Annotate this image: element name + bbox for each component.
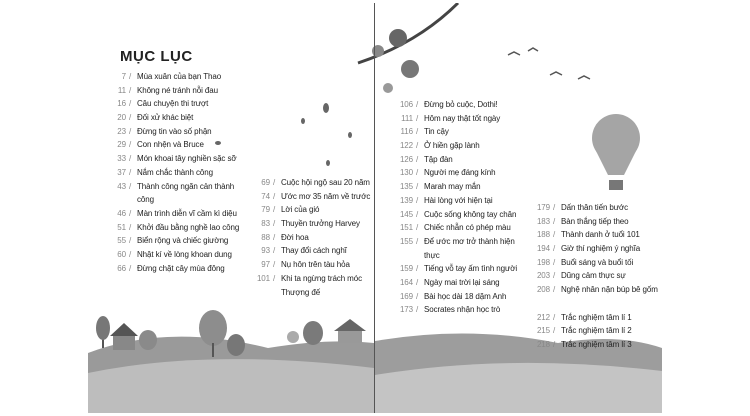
book-spread <box>88 3 662 413</box>
separator: / <box>129 263 132 273</box>
chapter-title: Marah may mắn <box>424 182 481 192</box>
separator: / <box>273 246 276 256</box>
separator: / <box>129 167 132 177</box>
book-spine <box>374 3 375 413</box>
page-number: 83 <box>261 219 270 229</box>
page-number: 159 <box>399 264 413 274</box>
separator: / <box>129 85 132 95</box>
separator: / <box>416 305 419 315</box>
separator: / <box>553 216 556 226</box>
page-number: 23 <box>117 126 126 136</box>
separator: / <box>273 260 276 270</box>
page-number: 46 <box>117 208 126 218</box>
chapter-title: Đừng tin vào số phận <box>137 126 212 136</box>
page-number: 37 <box>117 167 126 177</box>
chapter-title: Nụ hôn trên tàu hỏa <box>281 260 350 270</box>
page-number: 139 <box>399 195 413 205</box>
page-number: 122 <box>399 141 413 151</box>
separator: / <box>129 126 132 136</box>
separator: / <box>416 154 419 164</box>
separator: / <box>273 273 276 283</box>
hot-air-balloon-icon <box>592 114 640 190</box>
separator: / <box>553 312 556 322</box>
chapter-title: Thành danh ở tuổi 101 <box>561 230 640 240</box>
separator: / <box>553 244 556 254</box>
chapter-title: Để ước mơ trở thành hiện thực <box>424 236 515 260</box>
separator: / <box>129 222 132 232</box>
separator: / <box>553 230 556 240</box>
tree-icon <box>96 316 110 348</box>
separator: / <box>416 141 419 151</box>
page-number: 126 <box>399 154 413 164</box>
chapter-title: Biển rộng và chiếc giường <box>137 236 229 246</box>
chapter-title: Con nhện và Bruce <box>137 140 204 150</box>
page-title: MỤC LỤC <box>120 48 193 65</box>
chapter-title: Câu chuyện thi trượt <box>137 99 209 109</box>
page-number: 212 <box>536 312 550 322</box>
separator: / <box>416 168 419 178</box>
separator: / <box>129 249 132 259</box>
chapter-title: Cuộc sống không tay chân <box>424 209 517 219</box>
chapter-title: Dấn thân tiến bước <box>561 203 629 212</box>
page-number: 194 <box>536 244 550 254</box>
page-number: 215 <box>536 326 550 336</box>
separator: / <box>416 209 419 219</box>
page-number: 145 <box>399 209 413 219</box>
chapter-title: Socrates nhận học trò <box>424 305 501 315</box>
separator: / <box>273 232 276 242</box>
chapter-title: Đừng chặt cây mùa đông <box>137 263 225 273</box>
separator: / <box>273 191 276 201</box>
separator: / <box>273 219 276 229</box>
page-number: 116 <box>400 127 413 137</box>
chapter-title: Trắc nghiệm tâm lí 2 <box>561 326 632 336</box>
separator: / <box>129 99 132 109</box>
page-number: 218 <box>536 339 550 349</box>
page-number: 208 <box>536 285 550 295</box>
chapter-title: Không né tránh nỗi đau <box>137 85 218 95</box>
separator: / <box>129 181 132 191</box>
page-number: 66 <box>117 263 126 273</box>
page-number: 173 <box>399 305 413 315</box>
birds-icon <box>508 48 590 79</box>
separator: / <box>129 140 132 150</box>
chapter-title: Thuyền trưởng Harvey <box>281 219 360 229</box>
page-number: 16 <box>117 99 126 109</box>
chapter-title: Bàn thắng tiếp theo <box>561 216 629 226</box>
chapter-title: Nghệ nhân nặn búp bê gốm <box>561 285 658 295</box>
page-number: 130 <box>399 168 413 178</box>
separator: / <box>416 277 419 287</box>
page-number: 43 <box>117 181 126 191</box>
separator: / <box>129 72 132 81</box>
separator: / <box>416 182 419 192</box>
page-number: 74 <box>261 191 270 201</box>
chapter-title: Tập đàn <box>424 154 453 164</box>
chapter-title: Bài học dài 18 dặm Anh <box>424 291 507 301</box>
chapter-title: Hài lòng với hiện tại <box>424 195 493 205</box>
separator: / <box>129 154 132 164</box>
chapter-title: Lời của gió <box>281 205 320 215</box>
separator: / <box>416 127 419 137</box>
page-number: 155 <box>399 236 413 246</box>
chapter-title: Nhật kí về lòng khoan dung <box>137 249 232 259</box>
chapter-title: Ở hiền gặp lành <box>424 141 480 151</box>
separator: / <box>416 195 419 205</box>
separator: / <box>416 223 419 233</box>
separator: / <box>416 100 419 109</box>
page-number: 33 <box>117 154 126 164</box>
separator: / <box>553 257 556 267</box>
chapter-title: Thành công ngăn cản thành công <box>137 181 235 205</box>
page-number: 198 <box>536 257 550 267</box>
page-number: 55 <box>117 236 126 246</box>
page-number: 88 <box>261 232 270 242</box>
page-number: 69 <box>261 178 270 187</box>
separator: / <box>129 236 132 246</box>
page-number: 179 <box>536 203 550 212</box>
page-number: 183 <box>536 216 550 226</box>
separator: / <box>416 291 419 301</box>
chapter-title: Tiếng vỗ tay ấm tình người <box>424 264 518 274</box>
chapter-title: Dũng cảm thực sự <box>561 271 626 281</box>
chapter-title: Khởi đầu bằng nghề lao công <box>137 222 240 232</box>
page-number: 164 <box>399 277 413 287</box>
separator: / <box>553 326 556 336</box>
chapter-title: Nắm chắc thành công <box>137 167 213 177</box>
page-number: 51 <box>117 222 126 232</box>
chapter-title: Trắc nghiệm tâm lí 1 <box>561 312 632 322</box>
page-number: 97 <box>261 260 270 270</box>
page-number: 106 <box>399 100 413 109</box>
separator: / <box>416 236 419 246</box>
chapter-title: Tin cậy <box>424 127 449 137</box>
chapter-title: Hôm nay thật tốt ngày <box>424 113 501 123</box>
page-number: 169 <box>399 291 413 301</box>
separator: / <box>553 203 556 212</box>
chapter-title: Ước mơ 35 năm về trước <box>281 191 371 201</box>
chapter-title: Đối xử khác biệt <box>137 113 194 123</box>
separator: / <box>553 285 556 295</box>
chapter-title: Thay đổi cách nghĩ <box>281 246 347 256</box>
separator: / <box>553 271 556 281</box>
page-number: 60 <box>117 249 126 259</box>
blossom-branch-icon <box>358 3 458 93</box>
chapter-title: Người mẹ đáng kính <box>424 168 496 178</box>
chapter-title: Màn trình diễn vĩ cầm kì diệu <box>137 208 237 218</box>
separator: / <box>416 113 419 123</box>
separator: / <box>553 339 556 349</box>
chapter-title: Giờ thí nghiệm ý nghĩa <box>561 244 641 254</box>
chapter-title: Cuộc hội ngộ sau 20 năm <box>281 178 370 187</box>
house-icon <box>334 319 366 343</box>
chapter-title: Món khoai tây nghiền sặc sỡ <box>137 154 237 164</box>
page-number: 151 <box>399 223 413 233</box>
chapter-title: Khi ta ngừng trách móc Thượng đế <box>281 273 362 297</box>
chapter-title: Mùa xuân của bạn Thao <box>137 72 222 81</box>
page-number: 20 <box>117 113 126 123</box>
chapter-title: Trắc nghiệm tâm lí 3 <box>561 339 632 349</box>
page-number: 11 <box>117 85 126 95</box>
chapter-title: Đừng bỏ cuộc, Dothi! <box>424 100 498 109</box>
chapter-title: Ngày mai trời lại sáng <box>424 277 500 287</box>
chapter-title: Đời hoa <box>281 232 309 242</box>
separator: / <box>416 264 419 274</box>
separator: / <box>273 205 276 215</box>
page-number: 101 <box>256 273 270 283</box>
page-number: 188 <box>536 230 550 240</box>
page-number: 29 <box>117 140 126 150</box>
page-number: 93 <box>261 246 270 256</box>
separator: / <box>273 178 276 187</box>
chapter-title: Chiếc nhẫn có phép màu <box>424 223 511 233</box>
page-number: 111 <box>401 113 413 123</box>
page-number: 7 <box>121 72 126 81</box>
separator: / <box>129 113 132 123</box>
separator: / <box>129 208 132 218</box>
chapter-title: Buổi sáng và buổi tối <box>561 257 634 267</box>
page-number: 203 <box>536 271 550 281</box>
house-icon <box>110 323 138 350</box>
page-number: 135 <box>399 182 413 192</box>
page-number: 79 <box>261 205 270 215</box>
